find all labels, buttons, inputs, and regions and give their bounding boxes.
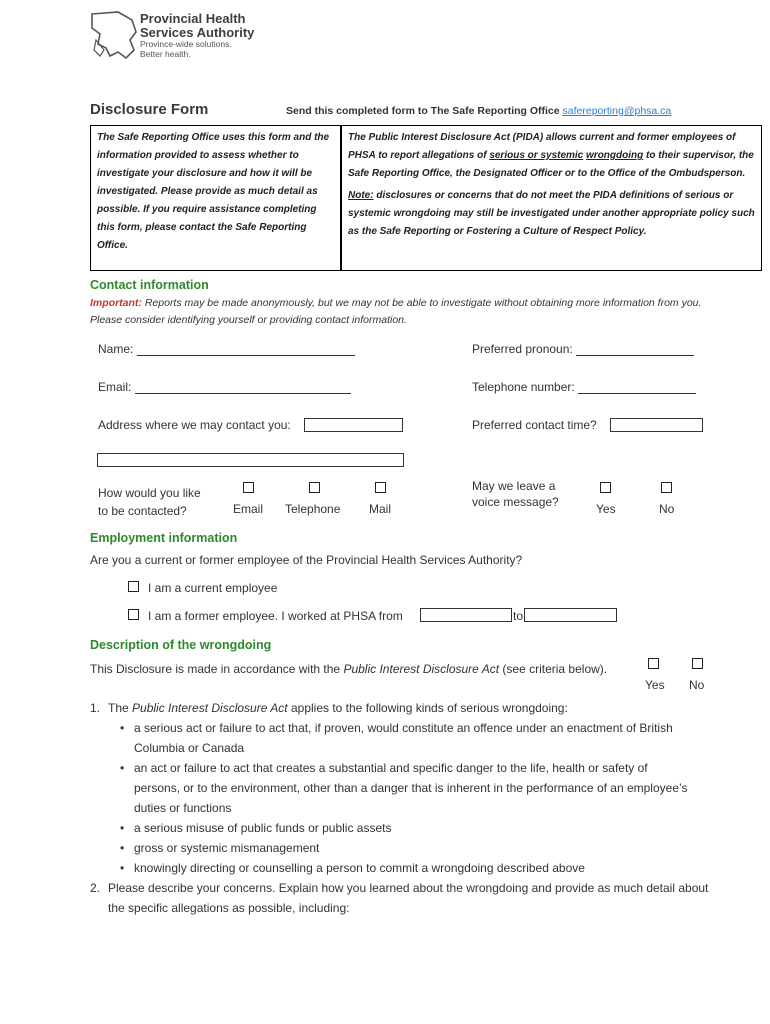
wrongdoing-heading: Description of the wrongdoing bbox=[90, 638, 272, 652]
intro-left-box: The Safe Reporting Office uses this form and the information provided to assess whether to investigate your disclosure and how it will be investigated. Please provide as much detail as possible. If you require assistance completing this form, please contact the Safe Reporting Office. bbox=[90, 125, 341, 271]
email-checkbox[interactable] bbox=[243, 482, 254, 493]
pida-yes-label: Yes bbox=[645, 678, 665, 692]
employment-to-input[interactable] bbox=[524, 608, 617, 622]
phone-field-row: Telephone number: bbox=[472, 380, 696, 394]
item2-number: 2. bbox=[90, 881, 101, 895]
name-input[interactable] bbox=[137, 342, 355, 356]
pida-statement: This Disclosure is made in accordance with the Public Interest Disclosure Act (see criteria below). bbox=[90, 662, 608, 676]
pida-no-checkbox[interactable] bbox=[692, 658, 703, 669]
former-employee-label: I am a former employee. I worked at PHSA from bbox=[148, 609, 403, 623]
list-item: • a serious act or failure to act that, if proven, would constitute an offence under an enactment of British Columbia or Canada bbox=[120, 721, 673, 755]
mail-checkbox[interactable] bbox=[375, 482, 386, 493]
list-item: • knowingly directing or counselling a person to commit a wrongdoing described above bbox=[120, 861, 585, 875]
email-link[interactable]: safereporting@phsa.ca bbox=[562, 105, 672, 117]
form-title: Disclosure Form bbox=[90, 101, 209, 118]
list-item: • gross or systemic mismanagement bbox=[120, 841, 320, 855]
send-instructions: Send this completed form to The Safe Reporting Office safereporting@phsa.ca bbox=[286, 105, 672, 117]
contact-time-input[interactable] bbox=[610, 418, 703, 432]
employment-heading: Employment information bbox=[90, 531, 238, 545]
voice-no-checkbox[interactable] bbox=[661, 482, 672, 493]
item2-text: Please describe your concerns. Explain how you learned about the wrongdoing and provide as much detail about the specific allegations as possible, including: bbox=[108, 881, 709, 915]
address-input-line2[interactable] bbox=[97, 453, 404, 467]
name-field-row: Name: bbox=[98, 342, 355, 356]
current-employee-label: I am a current employee bbox=[148, 581, 278, 595]
telephone-option-label: Telephone bbox=[285, 502, 341, 516]
list-item: • a serious misuse of public funds or public assets bbox=[120, 821, 392, 835]
mail-option-label: Mail bbox=[369, 502, 392, 516]
org-tagline: Province-wide solutions. Better health. bbox=[140, 39, 232, 59]
employment-to-label: to bbox=[513, 609, 524, 623]
phone-input[interactable] bbox=[578, 380, 696, 394]
address-label: Address where we may contact you: bbox=[98, 418, 291, 432]
employment-from-input[interactable] bbox=[420, 608, 512, 622]
pida-yes-checkbox[interactable] bbox=[648, 658, 659, 669]
employment-question: Are you a current or former employee of the Provincial Health Services Authority? bbox=[90, 553, 523, 567]
email-option-label: Email bbox=[233, 502, 264, 516]
email-field-row: Email: bbox=[98, 380, 351, 394]
item1-number: 1. bbox=[90, 701, 101, 715]
pronoun-input[interactable] bbox=[576, 342, 694, 356]
current-employee-checkbox[interactable] bbox=[128, 581, 139, 592]
list-item: • an act or failure to act that creates a substantial and specific danger to the life, health or safety of persons, or to the environment, other than a danger that is inherent in the performance of an employee’s duties or functions bbox=[120, 761, 688, 815]
contact-heading: Contact information bbox=[90, 278, 209, 292]
intro-right-box: The Public Interest Disclosure Act (PIDA) allows current and former employees of PHSA to report allegations of serious or systemic wrongdoing to their supervisor, the Safe Reporting Office, the Designated Officer or to the Office of the Ombudsperson. Note: disclosures or concerns that do not meet the PIDA definitions of serious or systemic wrongdoing may still be investigated under another appropriate policy such as the Safe Reporting or Fostering a Culture of Respect Policy. bbox=[341, 125, 762, 271]
important-note: Important: Reports may be made anonymously, but we may not be able to investigate without obtaining more information from you. Please consider identifying yourself or providing contact information. bbox=[90, 297, 702, 326]
email-input[interactable] bbox=[135, 380, 351, 394]
voice-no-label: No bbox=[659, 502, 675, 516]
voice-message-label: May we leave a voice message? bbox=[472, 479, 559, 509]
pida-no-label: No bbox=[689, 678, 705, 692]
contact-time-label: Preferred contact time? bbox=[472, 418, 597, 432]
item1-text: The Public Interest Disclosure Act applies to the following kinds of serious wrongdoing: bbox=[108, 701, 568, 715]
address-input[interactable] bbox=[304, 418, 403, 432]
former-employee-checkbox[interactable] bbox=[128, 609, 139, 620]
pronoun-field-row: Preferred pronoun: bbox=[472, 342, 694, 356]
org-name: Provincial Health Services Authority bbox=[140, 11, 255, 40]
voice-yes-checkbox[interactable] bbox=[600, 482, 611, 493]
how-contact-label: How would you like to be contacted? bbox=[98, 486, 201, 518]
telephone-checkbox[interactable] bbox=[309, 482, 320, 493]
voice-yes-label: Yes bbox=[596, 502, 616, 516]
